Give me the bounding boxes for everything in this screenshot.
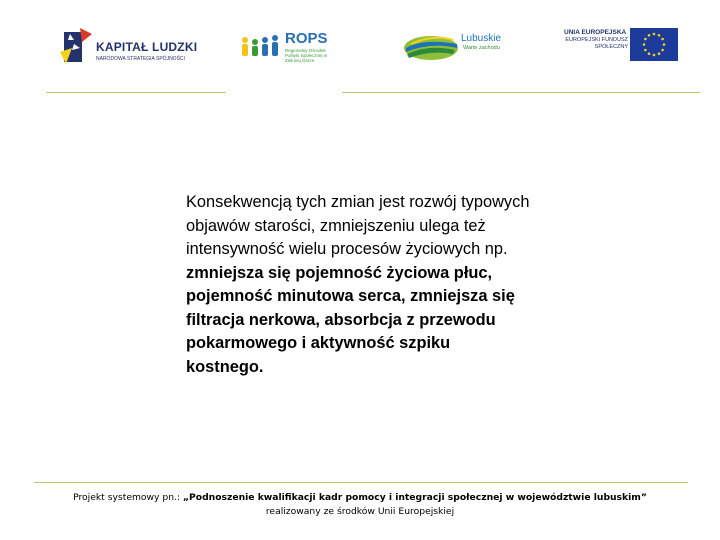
header-divider-left (46, 92, 226, 93)
main-text-bold: zmniejsza się pojemność życiowa płuc, pojemność minutowa serca, zmniejsza się filtracja nerkowa, absorbcja z przewodu pokarmowego i aktywność szpiku kostnego. (186, 263, 515, 376)
footer-line-1 (0, 491, 720, 505)
footer-prefix: Projekt systemowy pn.: (73, 492, 184, 503)
footer-line-2: realizowany ze środków Unii Europejskiej (265, 506, 455, 517)
kapital-ludzki-logo (58, 26, 208, 70)
lubuskie-subtitle: Warte zachodu (463, 45, 500, 51)
footer-divider (34, 482, 688, 483)
lubuskie-landscape-icon (403, 32, 459, 62)
lubuskie-logo (403, 30, 513, 64)
eu-title: UNIA EUROPEJSKA (564, 29, 627, 36)
kapital-ludzki-subtitle: NARODOWA STRATEGIA SPÓJNOŚCI (96, 56, 185, 62)
eu-flag-icon (630, 28, 678, 61)
rops-people-icon (240, 34, 282, 60)
main-text-normal: Konsekwencją tych zmian jest rozwój typowych objawów starości, zmniejszeniu ulega też intensywność wielu procesów życiowych np. (186, 193, 530, 258)
footer-project-title: „Podnoszenie kwalifikacji kadr pomocy i integracji społecznej w województwie lubuskim” (183, 492, 647, 503)
kapital-ludzki-emblem-icon (58, 26, 94, 70)
footer (0, 491, 720, 519)
main-paragraph (186, 191, 531, 379)
rops-logo (240, 28, 335, 68)
rops-subtitle: Regionalny Ośrodek Polityki Społecznej w Zielonej Górze (285, 48, 328, 63)
header-divider-right (342, 92, 700, 93)
rops-title: ROPS (285, 30, 328, 47)
kapital-ludzki-title: KAPITAŁ LUDZKI (96, 40, 198, 54)
lubuskie-title: Lubuskie (461, 33, 502, 44)
eu-subtitle: EUROPEJSKI FUNDUSZ SPOŁECZNY (565, 37, 628, 50)
eu-logo (560, 27, 680, 63)
